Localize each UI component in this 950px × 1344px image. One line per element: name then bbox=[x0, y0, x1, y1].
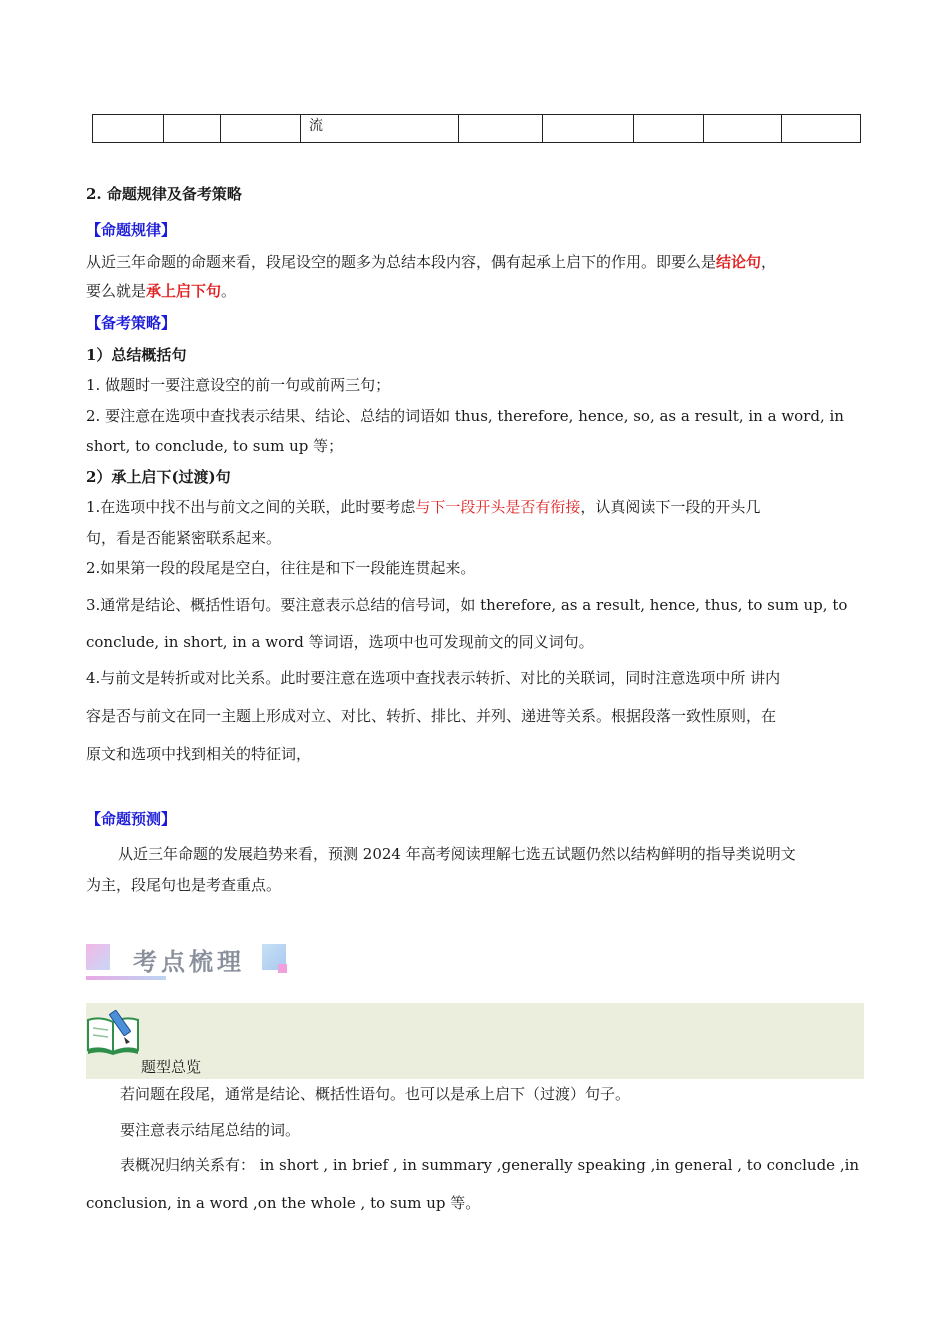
table-cell bbox=[704, 115, 782, 143]
table-cell bbox=[164, 115, 221, 143]
banner-decoration bbox=[86, 944, 110, 970]
forecast-paragraph: 从近三年命题的发展趋势来看，预测 2024 年高考阅读理解七选五试题仍然以结构鲜明的指导类说明文 bbox=[118, 845, 796, 863]
overview-text: 要注意表示结尾总结的词。 bbox=[120, 1121, 301, 1139]
rules-paragraph-line2 bbox=[86, 280, 236, 301]
strategy-item-cont: conclude, in short, in a word 等词语，选项中也可发现前文的同义词句。 bbox=[86, 633, 594, 651]
strategy-item: 1. 做题时一要注意设空的前一句或前两三句； bbox=[86, 376, 391, 394]
strategy-item: 2.如果第一段的段尾是空白，往往是和下一段能连贯起来。 bbox=[86, 559, 476, 577]
strategy-item bbox=[86, 496, 760, 517]
rules-text: 。 bbox=[221, 282, 237, 300]
rules-emphasis: 结论句 bbox=[716, 253, 762, 271]
overview-text: 若问题在段尾，通常是结论、概括性语句。也可以是承上启下（过渡）句子。 bbox=[120, 1085, 631, 1103]
book-pen-icon bbox=[86, 1008, 142, 1056]
table-cell bbox=[543, 115, 634, 143]
strategy-item-cont: 句，看是否能紧密联系起来。 bbox=[86, 529, 282, 547]
section-heading: 2. 命题规律及备考策略 bbox=[86, 185, 242, 203]
strategy-item-cont: 原文和选项中找到相关的特征词， bbox=[86, 745, 312, 763]
table-cell bbox=[634, 115, 704, 143]
item-text: 1.在选项中找不出与前文之间的关联，此时要考虑 bbox=[86, 498, 416, 516]
subsection-title: 2）承上启下(过渡)句 bbox=[86, 468, 231, 486]
top-table bbox=[92, 114, 861, 143]
rules-text: ， bbox=[761, 253, 777, 271]
table-cell: 流 bbox=[301, 115, 459, 143]
rules-text: 从近三年命题的命题来看，段尾设空的题多为总结本段内容，偶有起承上启下的作用。即要么是 bbox=[86, 253, 717, 271]
rules-text: 要么就是 bbox=[86, 282, 147, 300]
overview-box bbox=[86, 1003, 864, 1079]
overview-text: 表概况归纳关系有： in short , in brief , in summary ,generally speaking ,in general , to conclude ,in bbox=[120, 1156, 860, 1174]
overview-label: 题型总览 bbox=[141, 1058, 202, 1076]
banner-decoration bbox=[278, 964, 287, 973]
forecast-paragraph-cont: 为主，段尾句也是考查重点。 bbox=[86, 876, 282, 894]
forecast-tag: 【命题预测】 bbox=[86, 810, 177, 828]
rules-paragraph-line1 bbox=[86, 251, 776, 272]
strategy-item: 3.通常是结论、概括性语句。要注意表示总结的信号词，如 therefore, as a result, hence, thus, to sum up, to bbox=[86, 596, 848, 614]
overview-text-cont: conclusion, in a word ,on the whole , to sum up 等。 bbox=[86, 1194, 481, 1212]
subsection-title: 1）总结概括句 bbox=[86, 346, 187, 364]
strategy-tag: 【备考策略】 bbox=[86, 314, 177, 332]
table-cell bbox=[93, 115, 164, 143]
rules-emphasis: 承上启下句 bbox=[146, 282, 222, 300]
strategy-item: 4.与前文是转折或对比关系。此时要注意在选项中查找表示转折、对比的关联词，同时注意选项中所 讲内 bbox=[86, 669, 781, 687]
rules-tag: 【命题规律】 bbox=[86, 221, 177, 239]
table-row bbox=[93, 115, 861, 143]
item-text: ，认真阅读下一段的开头几 bbox=[580, 498, 761, 516]
table-cell bbox=[221, 115, 301, 143]
strategy-item: 2. 要注意在选项中查找表示结果、结论、总结的词语如 thus, therefore, hence, so, as a result, in a word, in bbox=[86, 407, 844, 425]
table-cell bbox=[459, 115, 543, 143]
strategy-item-cont: 容是否与前文在同一主题上形成对立、对比、转折、排比、并列、递进等关系。根据段落一致性原则，在 bbox=[86, 707, 777, 725]
banner-title: 考点梳理 bbox=[133, 948, 245, 976]
item-highlight: 与下一段开头是否有衔接 bbox=[415, 498, 581, 516]
table-cell bbox=[782, 115, 861, 143]
strategy-item-cont: short, to conclude, to sum up 等； bbox=[86, 437, 344, 455]
